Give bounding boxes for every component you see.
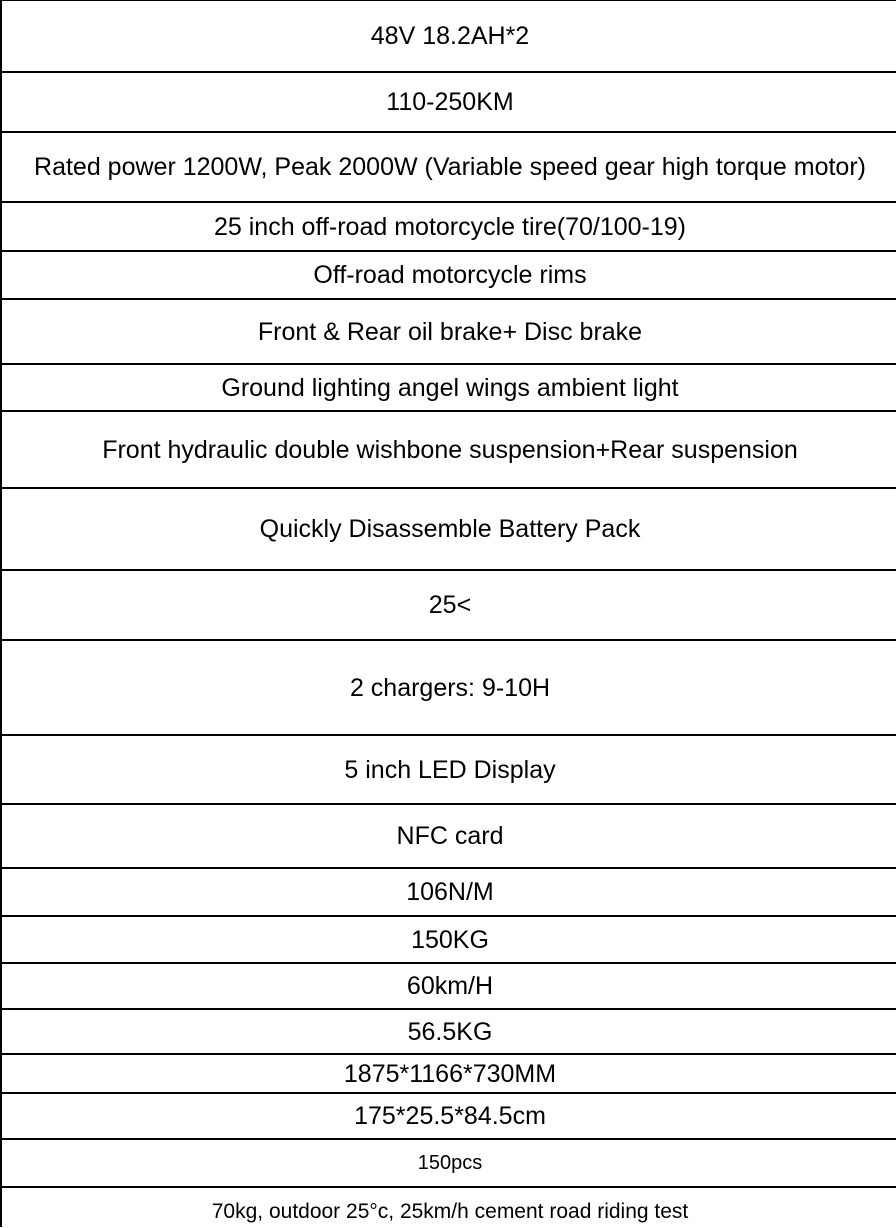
cell-size-cm: 175*25.5*84.5cm (354, 1102, 546, 1130)
table-row (2, 1094, 896, 1140)
cell-speed: 60km/H (406, 972, 494, 1000)
table-row (2, 1188, 896, 1228)
cell-torque: 106N/M (406, 878, 494, 906)
cell-display: 5 inch LED Display (344, 755, 556, 784)
table-row (2, 805, 896, 869)
cell-battery-pack: Quickly Disassemble Battery Pack (259, 515, 641, 543)
cell-size-mm: 1875*1166*730MM (343, 1059, 557, 1088)
table-row (2, 489, 896, 571)
table-row (2, 203, 896, 252)
table-row (2, 917, 896, 964)
table-row (2, 571, 896, 641)
table-row (2, 300, 896, 365)
cell-climb: 25< (428, 591, 472, 619)
table-row (2, 1, 896, 73)
cell-lighting: Ground lighting angel wings ambient light (221, 373, 679, 402)
table-row (2, 252, 896, 300)
table-row (2, 869, 896, 917)
cell-test-note: 70kg, outdoor 25°c, 25km/h cement road riding test (211, 1200, 689, 1223)
table-row (2, 641, 896, 736)
table-row (2, 365, 896, 412)
cell-battery: 48V 18.2AH*2 (370, 22, 530, 50)
table-row (2, 73, 896, 133)
cell-rims: Off-road motorcycle rims (313, 261, 587, 289)
cell-weight: 56.5KG (407, 1017, 493, 1046)
cell-nfc: NFC card (396, 822, 504, 850)
table-row (2, 133, 896, 203)
cell-charge: 2 chargers: 9-10H (349, 673, 551, 702)
table-row (2, 412, 896, 489)
table-row (2, 1010, 896, 1055)
cell-range: 110-250KM (386, 88, 514, 116)
table-row (2, 964, 896, 1010)
cell-max-load: 150KG (411, 925, 489, 954)
cell-suspension: Front hydraulic double wishbone suspension+Rear suspension (102, 435, 798, 464)
table-row (2, 736, 896, 805)
table-row (2, 1055, 896, 1094)
cell-tire: 25 inch off-road motorcycle tire(70/100-19) (214, 212, 686, 241)
cell-quantity: 150pcs (417, 1152, 483, 1174)
cell-brake: Front & Rear oil brake+ Disc brake (257, 317, 643, 346)
cell-motor: Rated power 1200W, Peak 2000W (Variable speed gear high torque motor) (34, 153, 866, 181)
table-row (2, 1140, 896, 1188)
